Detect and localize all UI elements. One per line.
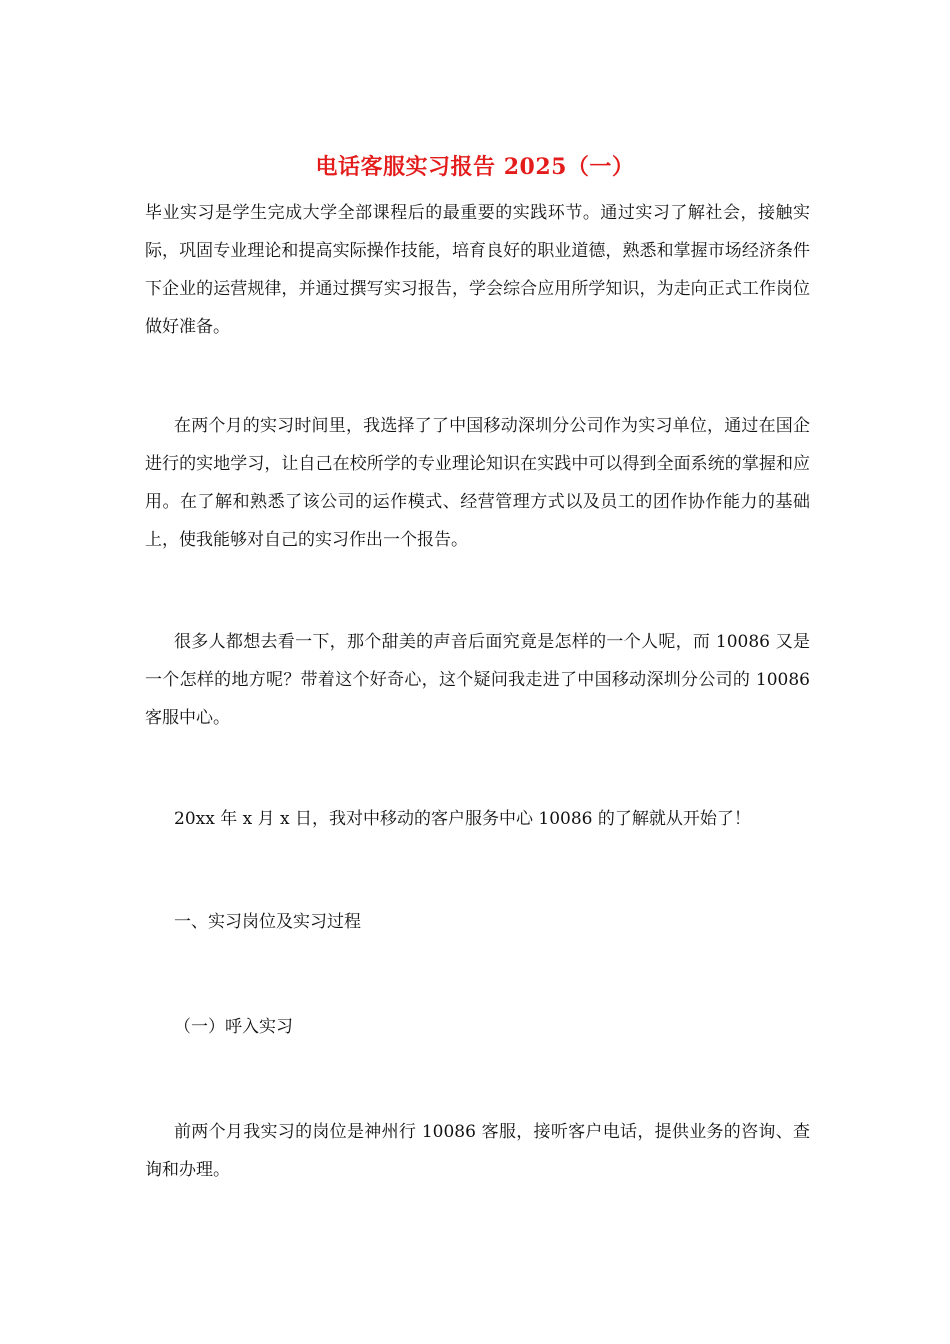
section-heading-internship-process: 一、实习岗位及实习过程 bbox=[174, 912, 361, 932]
paragraph-internship-unit: 在两个月的实习时间里，我选择了了中国移动深圳分公司作为实习单位，通过在国企进行的实地学习，让自己在校所学的专业理论知识在实践中可以得到全面系统的掌握和应用。在了解和熟悉了该公司的运作模式、经营管理方式以及员工的团作协作能力的基础上，使我能够对自己的实习作出一个报告。 bbox=[145, 416, 810, 550]
paragraph-start-date: 20xx 年 x 月 x 日，我对中移动的客户服务中心 10086 的了解就从开始了！ bbox=[174, 809, 751, 829]
paragraph-position: 前两个月我实习的岗位是神州行 10086 客服，接听客户电话，提供业务的咨询、查询和办理。 bbox=[145, 1122, 810, 1180]
paragraph-intro: 毕业实习是学生完成大学全部课程后的最重要的实践环节。通过实习了解社会，接触实际，巩固专业理论和提高实际操作技能，培育良好的职业道德，熟悉和掌握市场经济条件下企业的运营规律，并通过撰写实习报告，学会综合应用所学知识，为走向正式工作岗位做好准备。 bbox=[145, 203, 810, 337]
document-title: 电话客服实习报告 2025（一） bbox=[315, 154, 635, 180]
paragraph-curiosity: 很多人都想去看一下，那个甜美的声音后面究竟是怎样的一个人呢，而 10086 又是一个怎样的地方呢？带着这个好奇心，这个疑问我走进了中国移动深圳分公司的 10086 客服中心。 bbox=[145, 632, 810, 728]
subsection-heading-inbound: （一）呼入实习 bbox=[174, 1017, 293, 1037]
